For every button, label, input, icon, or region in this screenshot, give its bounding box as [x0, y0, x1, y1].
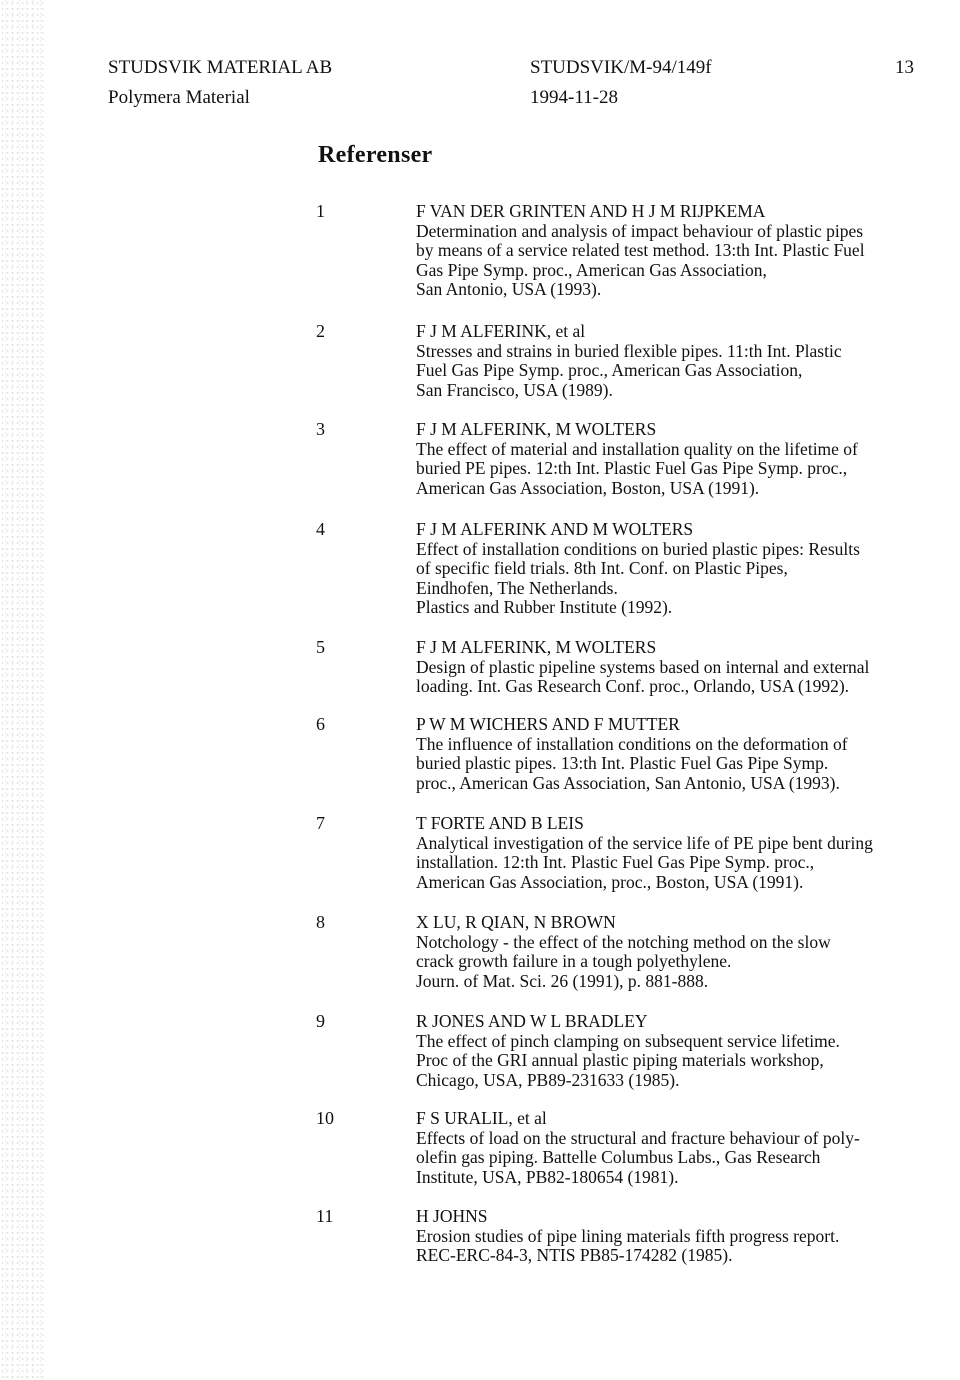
reference-text-line: Plastics and Rubber Institute (1992). — [416, 597, 673, 617]
reference-authors: X LU, R QIAN, N BROWN — [416, 912, 616, 932]
report-date: 1994-11-28 — [530, 87, 618, 108]
section-title: Referenser — [318, 142, 433, 168]
reference-text-line: American Gas Association, Boston, USA (1991). — [416, 477, 760, 498]
reference-item — [0, 202, 960, 300]
reference-body — [416, 1012, 926, 1090]
reference-number: 8 — [316, 912, 325, 932]
reference-text-line: of specific field trials. 8th Int. Conf. on Plastic Pipes, — [416, 558, 788, 578]
reference-number: 9 — [316, 1011, 325, 1031]
department-name: Polymera Material — [108, 87, 250, 108]
reference-text-line: Gas Pipe Symp. proc., American Gas Association, — [416, 259, 767, 280]
reference-body — [416, 913, 926, 991]
reference-authors: F J M ALFERINK, M WOLTERS — [416, 419, 657, 439]
org-name: STUDSVIK MATERIAL AB — [108, 57, 333, 78]
reference-text-line: by means of a service related test method. 13:th Int. Plastic Fuel — [416, 240, 865, 260]
reference-text-line: Institute, USA, PB82-180654 (1981). — [416, 1166, 679, 1187]
reference-authors: F VAN DER GRINTEN AND H J M RIJPKEMA — [416, 201, 766, 221]
reference-text-line: The influence of installation conditions on the deformation of — [416, 733, 848, 754]
reference-item — [0, 1109, 960, 1187]
reference-number: 3 — [316, 419, 325, 439]
page-number: 13 — [895, 57, 914, 78]
reference-text-line: Stresses and strains in buried flexible pipes. 11:th Int. Plastic — [416, 340, 842, 361]
reference-text-line: Eindhofen, The Netherlands. — [416, 577, 618, 598]
reference-text-line: proc., American Gas Association, San Antonio, USA (1993). — [416, 772, 840, 793]
reference-authors: F J M ALFERINK, M WOLTERS — [416, 637, 657, 657]
reference-body — [416, 322, 926, 400]
reference-text-line: The effect of pinch clamping on subsequent service lifetime. — [416, 1030, 840, 1051]
reference-item — [0, 420, 960, 498]
reference-text-line: buried plastic pipes. 13:th Int. Plastic Fuel Gas Pipe Symp. — [416, 753, 829, 773]
reference-body — [416, 715, 926, 793]
reference-item — [0, 1012, 960, 1090]
reference-text-line: buried PE pipes. 12:th Int. Plastic Fuel Gas Pipe Symp. proc., — [416, 458, 848, 478]
reference-number: 7 — [316, 813, 325, 833]
reference-text-line: Design of plastic pipeline systems based on internal and external — [416, 656, 870, 677]
reference-authors: F S URALIL, et al — [416, 1108, 547, 1128]
reference-body — [416, 1109, 926, 1187]
reference-body — [416, 420, 926, 498]
reference-number: 1 — [316, 201, 325, 221]
reference-item — [0, 715, 960, 793]
report-number: STUDSVIK/M-94/149f — [530, 57, 712, 78]
reference-text-line: REC-ERC-84-3, NTIS PB85-174282 (1985). — [416, 1245, 733, 1265]
reference-number: 6 — [316, 714, 325, 734]
reference-text-line: Effects of load on the structural and fracture behaviour of poly- — [416, 1127, 860, 1148]
reference-number: 4 — [316, 519, 325, 539]
reference-body — [416, 1207, 926, 1266]
reference-text-line: American Gas Association, proc., Boston, USA (1991). — [416, 871, 804, 892]
reference-item — [0, 913, 960, 991]
reference-body — [416, 202, 926, 300]
reference-body — [416, 814, 926, 892]
reference-body — [416, 520, 926, 618]
reference-text-line: Journ. of Mat. Sci. 26 (1991), p. 881-888. — [416, 970, 709, 991]
reference-authors: F J M ALFERINK AND M WOLTERS — [416, 519, 694, 539]
reference-item — [0, 322, 960, 400]
reference-number: 11 — [316, 1206, 334, 1226]
reference-text-line: The effect of material and installation quality on the lifetime of — [416, 438, 858, 459]
reference-text-line: San Antonio, USA (1993). — [416, 279, 602, 299]
reference-authors: P W M WICHERS AND F MUTTER — [416, 714, 680, 734]
reference-text-line: Analytical investigation of the service life of PE pipe bent during — [416, 832, 873, 853]
reference-item — [0, 814, 960, 892]
reference-authors: F J M ALFERINK, et al — [416, 321, 586, 341]
reference-text-line: olefin gas piping. Battelle Columbus Labs., Gas Research — [416, 1147, 821, 1167]
reference-text-line: San Francisco, USA (1989). — [416, 379, 613, 400]
reference-item — [0, 520, 960, 618]
reference-item — [0, 1207, 960, 1266]
header-right — [895, 56, 914, 86]
reference-text-line: Effect of installation conditions on buried plastic pipes: Results — [416, 538, 860, 559]
reference-authors: H JOHNS — [416, 1206, 488, 1226]
reference-text-line: loading. Int. Gas Research Conf. proc., Orlando, USA (1992). — [416, 676, 850, 696]
reference-text-line: Chicago, USA, PB89-231633 (1985). — [416, 1069, 680, 1090]
reference-item — [0, 638, 960, 697]
reference-number: 2 — [316, 321, 325, 341]
header-left — [108, 56, 332, 116]
reference-text-line: Notchology - the effect of the notching method on the slow — [416, 931, 831, 952]
reference-authors: R JONES AND W L BRADLEY — [416, 1011, 648, 1031]
reference-text-line: Proc of the GRI annual plastic piping materials workshop, — [416, 1050, 824, 1070]
reference-number: 5 — [316, 637, 325, 657]
reference-text-line: Determination and analysis of impact behaviour of plastic pipes — [416, 220, 864, 241]
reference-authors: T FORTE AND B LEIS — [416, 813, 584, 833]
reference-text-line: Fuel Gas Pipe Symp. proc., American Gas Association, — [416, 360, 803, 380]
header-middle — [530, 56, 712, 116]
reference-number: 10 — [316, 1108, 334, 1128]
reference-text-line: crack growth failure in a tough polyethylene. — [416, 951, 732, 971]
reference-text-line: installation. 12:th Int. Plastic Fuel Gas Pipe Symp. proc., — [416, 852, 815, 872]
reference-body — [416, 638, 926, 697]
reference-text-line: Erosion studies of pipe lining materials fifth progress report. — [416, 1225, 840, 1246]
